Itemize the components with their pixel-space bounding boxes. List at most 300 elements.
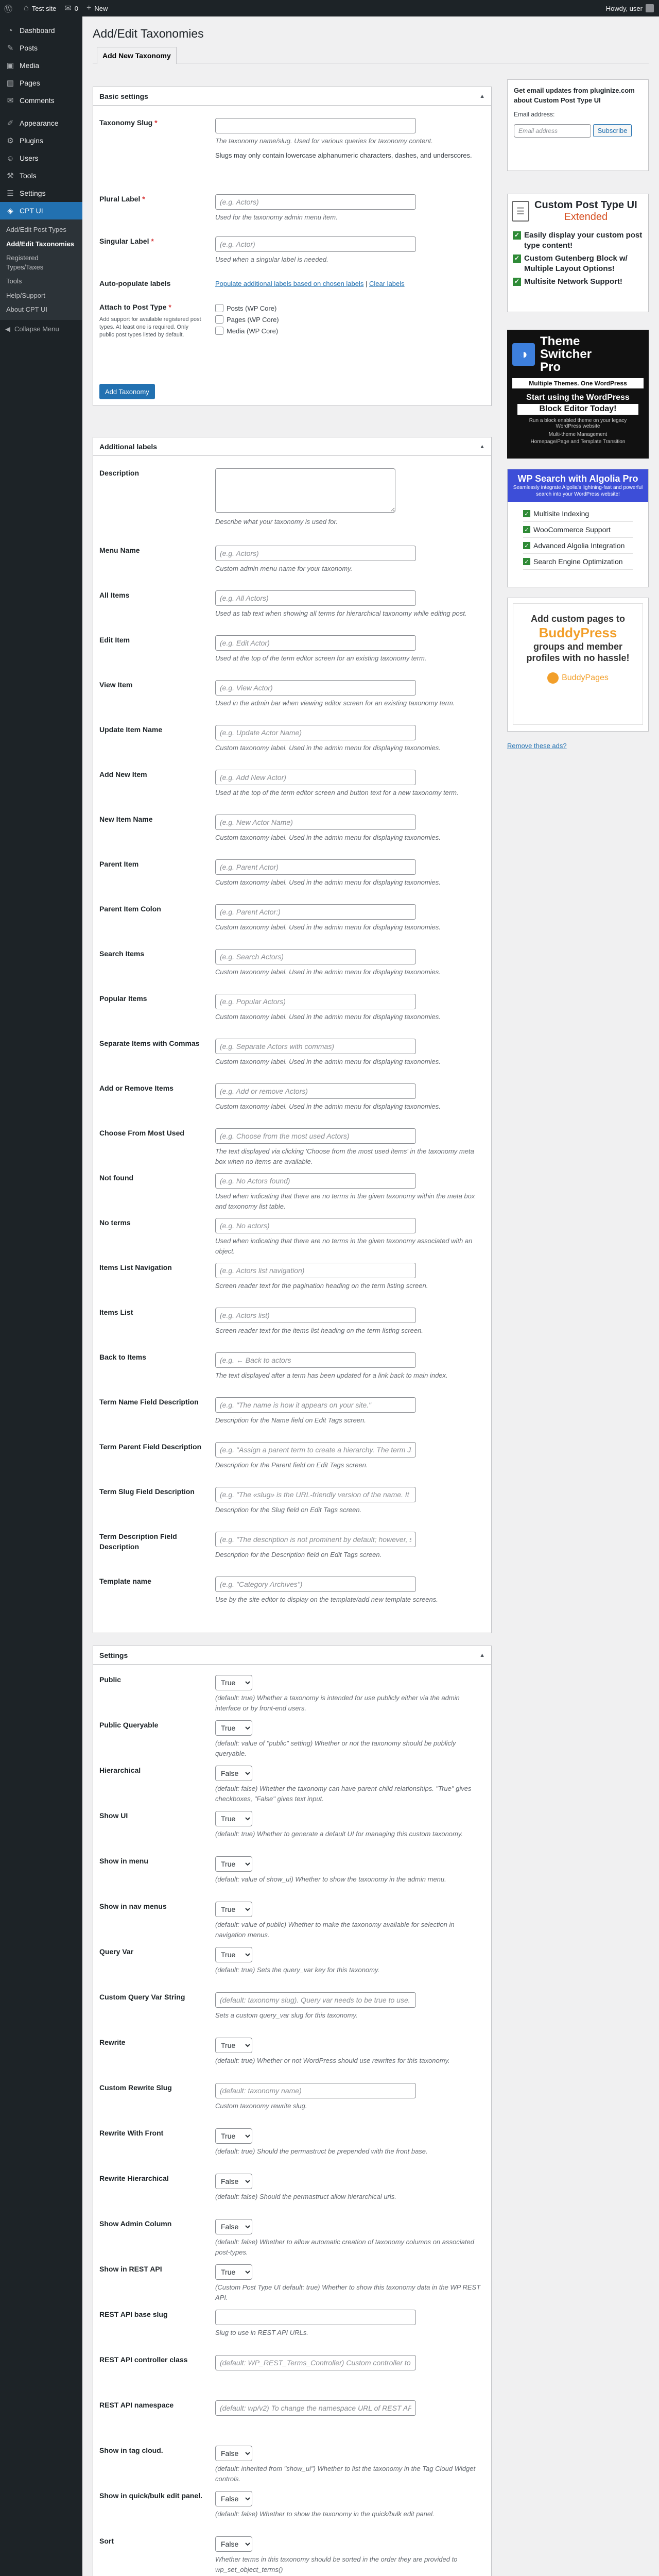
post-type-option[interactable] — [215, 302, 485, 314]
ad4-line-2: groups and member profiles with no hassle! — [526, 641, 630, 663]
label-field-label: Popular Items — [99, 994, 147, 1003]
settings-box — [93, 1646, 492, 2576]
cptui-logo-icon: ☰ — [512, 201, 529, 222]
label-input[interactable] — [215, 1532, 416, 1547]
setting-select[interactable] — [215, 1947, 252, 1962]
label-field-label: Add or Remove Items — [99, 1084, 174, 1092]
setting-row-custom-query-var-string — [99, 1992, 485, 2033]
label-field-label: No terms — [99, 1218, 131, 1227]
checkmark-icon: ✓ — [513, 278, 521, 286]
setting-desc: (default: false) Whether to show the taxonomy in the quick/bulk edit panel. — [215, 2510, 435, 2518]
ad1-feature — [513, 277, 643, 287]
label-input[interactable] — [215, 1308, 416, 1323]
populate-labels-link[interactable]: Populate additional labels based on chosen labels — [215, 280, 364, 287]
singular-label-desc: Used when a singular label is needed. — [215, 256, 328, 263]
taxonomy-slug-row — [99, 118, 485, 170]
attach-post-type-row — [99, 302, 485, 359]
label-row-add-or-remove-items — [99, 1083, 485, 1125]
ad3-feature-text: Advanced Algolia Integration — [533, 541, 625, 550]
label-row-update-item-name — [99, 725, 485, 766]
submenu-item-tools[interactable]: Tools — [6, 277, 22, 285]
label-field-label: Items List Navigation — [99, 1263, 172, 1272]
setting-label: Public Queryable — [99, 1721, 159, 1729]
label-desc: Used at the top of the term editor screen and button text for a new taxonomy term. — [215, 789, 459, 796]
clear-labels-link[interactable]: Clear labels — [369, 280, 405, 287]
setting-desc: Whether terms in this taxonomy should be sorted in the order they are provided to wp_set_object_terms() — [215, 2555, 458, 2573]
checkmark-icon: ✓ — [513, 231, 521, 240]
setting-label: Rewrite With Front — [99, 2129, 164, 2137]
label-desc: Description for the Name field on Edit Tags screen. — [215, 1416, 366, 1424]
label-desc: Custom taxonomy label. Used in the admin menu for displaying taxonomies. — [215, 923, 441, 931]
label-input[interactable] — [215, 1397, 416, 1413]
label-row-add-new-item — [99, 770, 485, 811]
autopopulate-row — [99, 279, 485, 294]
setting-row-rest-api-controller-class — [99, 2355, 485, 2396]
menu-item-cpt-ui[interactable]: ◈ CPT UI — [0, 202, 82, 219]
setting-row-custom-rewrite-slug — [99, 2083, 485, 2124]
ad2-title-1: Theme — [540, 334, 580, 348]
setting-input[interactable] — [215, 2400, 416, 2416]
appearance-icon: ✐ — [7, 119, 14, 128]
menu-item-label: Media — [20, 61, 40, 70]
ad3-feature — [523, 522, 633, 538]
comment-bubble-icon: ✉ — [64, 4, 72, 13]
toggle-arrow-icon[interactable]: ▲ — [479, 93, 485, 99]
post-type-option[interactable] — [215, 325, 485, 336]
setting-select[interactable] — [215, 1811, 252, 1826]
submenu-item-help-support[interactable]: Help/Support — [6, 291, 45, 299]
ad1-title: Custom Post Type UI — [534, 199, 637, 211]
menu-item-label: Tools — [20, 172, 37, 180]
label-row-term-name-field-description — [99, 1397, 485, 1438]
wp-logo-menu[interactable] — [0, 0, 20, 16]
label-desc: Use by the site editor to display on the template/add new template screens. — [215, 1596, 438, 1603]
label-input[interactable] — [215, 725, 416, 740]
label-desc: Screen reader text for the pagination heading on the term listing screen. — [215, 1282, 428, 1290]
setting-row-show-in-tag-cloud- — [99, 2446, 485, 2487]
setting-input[interactable] — [215, 2083, 416, 2098]
label-field-label: Parent Item — [99, 860, 139, 868]
setting-row-show-in-rest-api — [99, 2264, 485, 2306]
setting-row-rewrite — [99, 2038, 485, 2079]
ad3-feature-text: Multisite Indexing — [533, 510, 589, 518]
setting-label: REST API base slug — [99, 2310, 168, 2318]
setting-row-show-in-nav-menus — [99, 1902, 485, 1943]
theme-switcher-logo-icon: ◑ — [512, 343, 535, 366]
setting-label: Custom Query Var String — [99, 1993, 185, 2001]
label-field-label: Term Slug Field Description — [99, 1487, 195, 1496]
settings-icon: ☰ — [7, 189, 14, 198]
setting-desc: (default: false) Should the permastruct allow hierarchical urls. — [215, 2193, 396, 2200]
additional-labels-header[interactable]: Additional labels ▲ — [93, 437, 491, 456]
ad2-feature: Multi-theme Management — [548, 432, 608, 438]
label-field-label: Back to Items — [99, 1353, 147, 1361]
basic-settings-box — [93, 87, 492, 406]
ad1-subtitle: Extended — [564, 211, 608, 223]
setting-desc: (default: value of public) Whether to make the taxonomy available for selection in navigation menus. — [215, 1921, 455, 1939]
setting-label: Query Var — [99, 1947, 134, 1956]
setting-desc: (default: inherited from "show_ui") Whether to list the taxonomy in the Tag Cloud Widget controls. — [215, 2465, 476, 2483]
ad1-feature — [513, 230, 643, 250]
setting-row-rest-api-base-slug — [99, 2310, 485, 2351]
label-row-parent-item-colon — [99, 904, 485, 945]
label-input[interactable] — [215, 680, 416, 696]
menu-item-label: Comments — [20, 96, 55, 105]
ad3-feature — [523, 538, 633, 554]
label-input[interactable] — [215, 1039, 416, 1054]
singular-label-row — [99, 236, 485, 267]
label-field-label: Not found — [99, 1174, 134, 1182]
comments-link[interactable]: ✉ 0 — [64, 4, 79, 13]
submenu-item-add-edit-taxonomies[interactable]: Add/Edit Taxonomies — [6, 240, 74, 248]
autopopulate-label: Auto-populate labels — [99, 279, 171, 287]
plural-label-desc: Used for the taxonomy admin menu item. — [215, 213, 338, 221]
buddypages-logo-icon — [547, 672, 559, 684]
post-type-option[interactable] — [215, 314, 485, 325]
menu-item-users[interactable] — [0, 149, 82, 167]
ad2-cta-2: Block Editor Today! — [517, 404, 638, 415]
ad1-feature — [513, 253, 643, 274]
label-field-label: New Item Name — [99, 815, 153, 823]
label-row-term-description-field-description — [99, 1532, 485, 1573]
setting-select[interactable] — [215, 2038, 252, 2053]
ad2-feature-list — [507, 431, 649, 446]
description-textarea[interactable] — [215, 468, 395, 513]
setting-row-rewrite-hierarchical — [99, 2174, 485, 2215]
post-type-option-label: Pages (WP Core) — [227, 315, 279, 324]
setting-select[interactable] — [215, 1720, 252, 1736]
setting-row-show-ui — [99, 1811, 485, 1852]
checkmark-icon: ✓ — [523, 526, 530, 533]
label-row-new-item-name — [99, 815, 485, 856]
label-row-all-items — [99, 590, 485, 632]
label-row-term-slug-field-description — [99, 1487, 485, 1528]
setting-select[interactable] — [215, 2264, 252, 2280]
label-field-label: View Item — [99, 681, 133, 689]
menu-item-label: Settings — [20, 189, 46, 197]
post-type-option-label: Media (WP Core) — [227, 327, 279, 335]
menu-item-tools[interactable] — [0, 167, 82, 184]
label-desc: Custom taxonomy label. Used in the admin menu for displaying taxonomies. — [215, 834, 441, 841]
setting-input[interactable] — [215, 2310, 416, 2325]
label-desc: Used at the top of the term editor screen for an existing taxonomy term. — [215, 654, 427, 662]
menu-item-appearance[interactable] — [0, 114, 82, 132]
setting-label: Show in menu — [99, 1857, 148, 1865]
setting-label: Hierarchical — [99, 1766, 141, 1774]
checkmark-icon: ✓ — [513, 255, 521, 263]
email-label: Email address: — [514, 110, 555, 118]
setting-row-rest-api-namespace — [99, 2400, 485, 2442]
post-type-checkbox[interactable] — [215, 327, 223, 335]
setting-row-rewrite-with-front — [99, 2128, 485, 2170]
label-input[interactable] — [215, 994, 416, 1009]
setting-row-public — [99, 1675, 485, 1716]
my-account-menu[interactable]: Howdy, user — [606, 4, 659, 12]
setting-input[interactable] — [215, 2355, 416, 2370]
ad2-cta-1: Start using the WordPress — [526, 393, 630, 402]
taxonomy-slug-input[interactable] — [215, 118, 416, 133]
setting-select[interactable] — [215, 1766, 252, 1781]
ad3-feature — [523, 554, 633, 570]
label-input[interactable] — [215, 1083, 416, 1099]
label-desc: Used when indicating that there are no terms in the given taxonomy within the meta box and taxonomy list table. — [215, 1192, 475, 1210]
tab-add-new-taxonomy[interactable]: Add New Taxonomy — [97, 47, 177, 64]
submenu-item-registered-types-taxes[interactable]: Registered Types/Taxes — [6, 254, 44, 271]
setting-row-show-in-quick-bulk-edit-panel- — [99, 2491, 485, 2532]
ad3-feature — [523, 506, 633, 522]
label-desc: Custom taxonomy label. Used in the admin menu for displaying taxonomies. — [215, 1058, 441, 1065]
setting-select[interactable] — [215, 1902, 252, 1917]
submenu-item-add-edit-post-types[interactable]: Add/Edit Post Types — [6, 226, 66, 233]
setting-desc: Sets a custom query_var slug for this taxonomy. — [215, 2011, 358, 2019]
buddypages-ad[interactable] — [507, 598, 649, 732]
submenu-item-about-cpt-ui[interactable]: About CPT UI — [6, 306, 47, 314]
algolia-ad[interactable] — [507, 469, 649, 587]
comments-icon: ✉ — [7, 96, 14, 105]
menu-item-label: Appearance — [20, 119, 59, 127]
ad1-feature-text: Easily display your custom post type content! — [524, 231, 643, 250]
setting-row-hierarchical — [99, 1766, 485, 1807]
toggle-arrow-icon[interactable]: ▲ — [479, 443, 485, 450]
home-icon: ⌂ — [24, 4, 29, 12]
label-input[interactable] — [215, 1173, 416, 1189]
label-row-search-items — [99, 949, 485, 990]
setting-desc: Slug to use in REST API URLs. — [215, 2329, 308, 2336]
setting-label: Show UI — [99, 1811, 128, 1820]
label-input[interactable] — [215, 770, 416, 785]
label-row-view-item — [99, 680, 485, 721]
cptui-icon: ◈ — [7, 207, 13, 215]
cptui-extended-ad[interactable] — [507, 194, 649, 312]
label-desc: Used in the admin bar when viewing editor screen for an existing taxonomy term. — [215, 699, 455, 707]
ad1-feature-list — [508, 225, 648, 292]
setting-label: Public — [99, 1675, 122, 1684]
setting-desc: (default: true) Whether a taxonomy is intended for use publicly either via the admin interface or by front-end users. — [215, 1694, 460, 1712]
ad2-feature: Homepage/Page and Template Transition — [530, 439, 626, 445]
subscribe-button[interactable]: Subscribe — [593, 124, 632, 137]
ad3-subtitle: Seamlessly integrate Algolia's lightning-fast and powerful search into your WordPress website! — [513, 485, 643, 497]
checkmark-icon: ✓ — [523, 542, 530, 549]
menu-item-label: Plugins — [20, 137, 43, 145]
setting-row-show-in-menu — [99, 1856, 485, 1897]
newsletter-box — [507, 79, 649, 171]
label-field-label: Parent Item Colon — [99, 905, 161, 913]
menu-item-comments[interactable] — [0, 92, 82, 109]
setting-label: Custom Rewrite Slug — [99, 2083, 172, 2092]
label-desc: Custom taxonomy label. Used in the admin menu for displaying taxonomies. — [215, 968, 441, 976]
ad2-title-2: Switcher — [540, 347, 592, 362]
label-field-label: Edit Item — [99, 636, 130, 644]
setting-desc: (default: true) Whether to generate a default UI for managing this custom taxonomy. — [215, 1830, 463, 1838]
setting-desc: (default: true) Should the permastruct be prepended with the front base. — [215, 2147, 428, 2155]
new-content-menu[interactable]: + New — [86, 4, 108, 12]
menu-item-posts[interactable] — [0, 39, 82, 57]
label-desc: Used when indicating that there are no terms in the given taxonomy associated with an object. — [215, 1237, 473, 1255]
description-row — [99, 468, 485, 535]
label-desc: Description for the Slug field on Edit Tags screen. — [215, 1506, 362, 1514]
add-taxonomy-button-top[interactable]: Add Taxonomy — [99, 384, 155, 399]
attach-post-type-note: Add support for available registered post types. At least one is required. Only public post types listed by default. — [99, 316, 201, 338]
ad4-brand: BuddyPress — [539, 624, 617, 640]
cptui-submenu — [0, 219, 82, 320]
ad2-tagline: Multiple Themes. One WordPress — [512, 378, 644, 388]
page-title: Add/Edit Taxonomies — [93, 27, 204, 40]
ad3-feature-text: WooCommerce Support — [533, 526, 611, 534]
setting-select[interactable] — [215, 2536, 252, 2552]
setting-row-sort — [99, 2536, 485, 2576]
avatar — [646, 4, 654, 12]
wordpress-logo-icon: Ⓦ — [4, 5, 13, 14]
ad4-line-1: Add custom pages to — [530, 614, 625, 624]
label-desc: Custom admin menu name for your taxonomy. — [215, 565, 353, 572]
setting-select[interactable] — [215, 2174, 252, 2189]
label-row-items-list — [99, 1308, 485, 1349]
label-desc: The text displayed via clicking 'Choose from the most used items' in the taxonomy meta box when no items are available. — [215, 1147, 474, 1165]
setting-select[interactable] — [215, 2446, 252, 2461]
post-type-checkbox[interactable] — [215, 315, 223, 324]
remove-ads-link[interactable]: Remove these ads? — [507, 742, 567, 750]
setting-label: Show in nav menus — [99, 1902, 167, 1910]
basic-settings-header[interactable]: Basic settings ▲ — [93, 87, 491, 106]
label-field-label: Term Name Field Description — [99, 1398, 199, 1406]
menu-item-plugins[interactable] — [0, 132, 82, 149]
label-desc: Used as tab text when showing all terms for hierarchical taxonomy while editing post. — [215, 609, 467, 617]
setting-label: Show in REST API — [99, 2265, 162, 2273]
newsletter-title: Get email updates from pluginize.com about Custom Post Type UI — [514, 87, 635, 104]
label-input[interactable] — [215, 590, 416, 606]
label-field-label: Menu Name — [99, 546, 140, 554]
setting-label: Rewrite Hierarchical — [99, 2174, 169, 2182]
link-separator: | — [363, 280, 369, 287]
post-type-option-label: Posts (WP Core) — [227, 304, 277, 312]
site-name-link[interactable]: ⌂ Test site — [24, 4, 57, 12]
label-desc: Custom taxonomy label. Used in the admin menu for displaying taxonomies. — [215, 878, 441, 886]
tab-bar — [93, 47, 649, 63]
label-field-label: Search Items — [99, 950, 145, 958]
checkmark-icon: ✓ — [523, 558, 530, 565]
label-field-label: Separate Items with Commas — [99, 1039, 200, 1047]
ad1-feature-text: Custom Gutenberg Block w/ Multiple Layout Options! — [524, 254, 628, 273]
ad3-title: WP Search with Algolia Pro — [517, 473, 638, 484]
label-row-parent-item — [99, 859, 485, 901]
label-row-choose-from-most-used — [99, 1128, 485, 1170]
ad3-feature-list — [508, 502, 648, 574]
label-desc: Custom taxonomy label. Used in the admin menu for displaying taxonomies. — [215, 1103, 441, 1110]
setting-input[interactable] — [215, 1992, 416, 2008]
menu-item-label: Posts — [20, 44, 38, 52]
label-desc: The text displayed after a term has been updated for a link back to main index. — [215, 1371, 448, 1379]
setting-label: Rewrite — [99, 2038, 126, 2046]
menu-item-pages[interactable] — [0, 74, 82, 92]
setting-label: Sort — [99, 2537, 114, 2545]
label-row-items-list-navigation — [99, 1263, 485, 1304]
label-field-label: Update Item Name — [99, 725, 163, 734]
setting-select[interactable] — [215, 2219, 252, 2234]
label-desc: Description for the Parent field on Edit Tags screen. — [215, 1461, 368, 1469]
menu-item-dashboard[interactable] — [0, 22, 82, 39]
label-input[interactable] — [215, 1218, 416, 1233]
collapse-menu-button[interactable]: ◀ Collapse Menu — [5, 325, 59, 333]
label-row-edit-item — [99, 635, 485, 676]
toggle-arrow-icon[interactable]: ▲ — [479, 1652, 485, 1658]
label-field-label: Term Parent Field Description — [99, 1443, 202, 1451]
menu-item-settings[interactable] — [0, 184, 82, 202]
description-label: Description — [99, 469, 140, 477]
label-row-menu-name — [99, 546, 485, 587]
posts-icon: ✎ — [7, 44, 14, 53]
setting-desc: Custom taxonomy rewrite slug. — [215, 2102, 307, 2110]
setting-label: REST API namespace — [99, 2401, 174, 2409]
label-input[interactable] — [215, 546, 416, 561]
label-input[interactable] — [215, 635, 416, 651]
setting-row-public-queryable — [99, 1720, 485, 1761]
pages-icon: ▤ — [6, 79, 14, 88]
ad1-feature-text: Multisite Network Support! — [524, 277, 622, 286]
newsletter-email-input[interactable] — [514, 124, 591, 138]
label-input[interactable] — [215, 815, 416, 830]
plural-label-row — [99, 194, 485, 225]
label-input[interactable] — [215, 904, 416, 920]
menu-item-label: Users — [20, 154, 39, 162]
admin-menu — [0, 16, 82, 2576]
settings-header[interactable]: Settings ▲ — [93, 1646, 491, 1665]
plural-label-input[interactable] — [215, 194, 416, 210]
additional-labels-box — [93, 437, 492, 1633]
setting-row-query-var — [99, 1947, 485, 1988]
label-input[interactable] — [215, 859, 416, 875]
setting-label: Show in quick/bulk edit panel. — [99, 2492, 202, 2500]
setting-select[interactable] — [215, 1856, 252, 1872]
main-content — [93, 16, 649, 74]
setting-select[interactable] — [215, 2491, 252, 2506]
taxonomy-slug-desc: The taxonomy name/slug. Used for various queries for taxonomy content. — [215, 137, 433, 145]
attach-post-type-options — [215, 302, 485, 336]
label-input[interactable] — [215, 949, 416, 964]
attach-post-type-label: Attach to Post Type * Add support for available registered post types. At least one is required. Only public post types listed by default. — [99, 302, 202, 340]
menu-item-media[interactable] — [0, 57, 82, 74]
label-field-label: Items List — [99, 1308, 133, 1316]
setting-select[interactable] — [215, 1675, 252, 1690]
label-input[interactable] — [215, 1577, 416, 1592]
setting-desc: (default: true) Sets the query_var key for this taxonomy. — [215, 1966, 380, 1974]
ad2-sub: Run a block enabled theme on your legacy WordPress website — [529, 418, 627, 430]
label-row-term-parent-field-description — [99, 1442, 485, 1483]
checkmark-icon: ✓ — [523, 510, 530, 517]
singular-label-label: Singular Label * — [99, 237, 154, 245]
plus-icon: + — [86, 4, 92, 12]
label-input[interactable] — [215, 1487, 416, 1502]
singular-label-input[interactable] — [215, 236, 416, 252]
label-field-label: Add New Item — [99, 770, 147, 778]
label-input[interactable] — [215, 1352, 416, 1368]
label-input[interactable] — [215, 1128, 416, 1144]
theme-switcher-ad[interactable] — [507, 330, 649, 459]
setting-select[interactable] — [215, 2128, 252, 2144]
label-desc: Custom taxonomy label. Used in the admin menu for displaying taxonomies. — [215, 744, 441, 752]
label-desc: Description for the Description field on Edit Tags screen. — [215, 1551, 382, 1558]
label-row-template-name — [99, 1577, 485, 1618]
setting-label: Show Admin Column — [99, 2219, 172, 2228]
setting-desc: (default: true) Whether or not WordPress should use rewrites for this taxonomy. — [215, 2057, 450, 2064]
description-desc: Describe what your taxonomy is used for. — [215, 518, 338, 526]
label-field-label: Template name — [99, 1577, 151, 1585]
post-type-checkbox[interactable] — [215, 304, 223, 312]
label-input[interactable] — [215, 1442, 416, 1458]
tools-icon: ⚒ — [7, 172, 14, 180]
label-input[interactable] — [215, 1263, 416, 1278]
dashboard-icon: ◔ — [8, 26, 13, 35]
ad3-feature-text: Search Engine Optimization — [533, 557, 623, 566]
